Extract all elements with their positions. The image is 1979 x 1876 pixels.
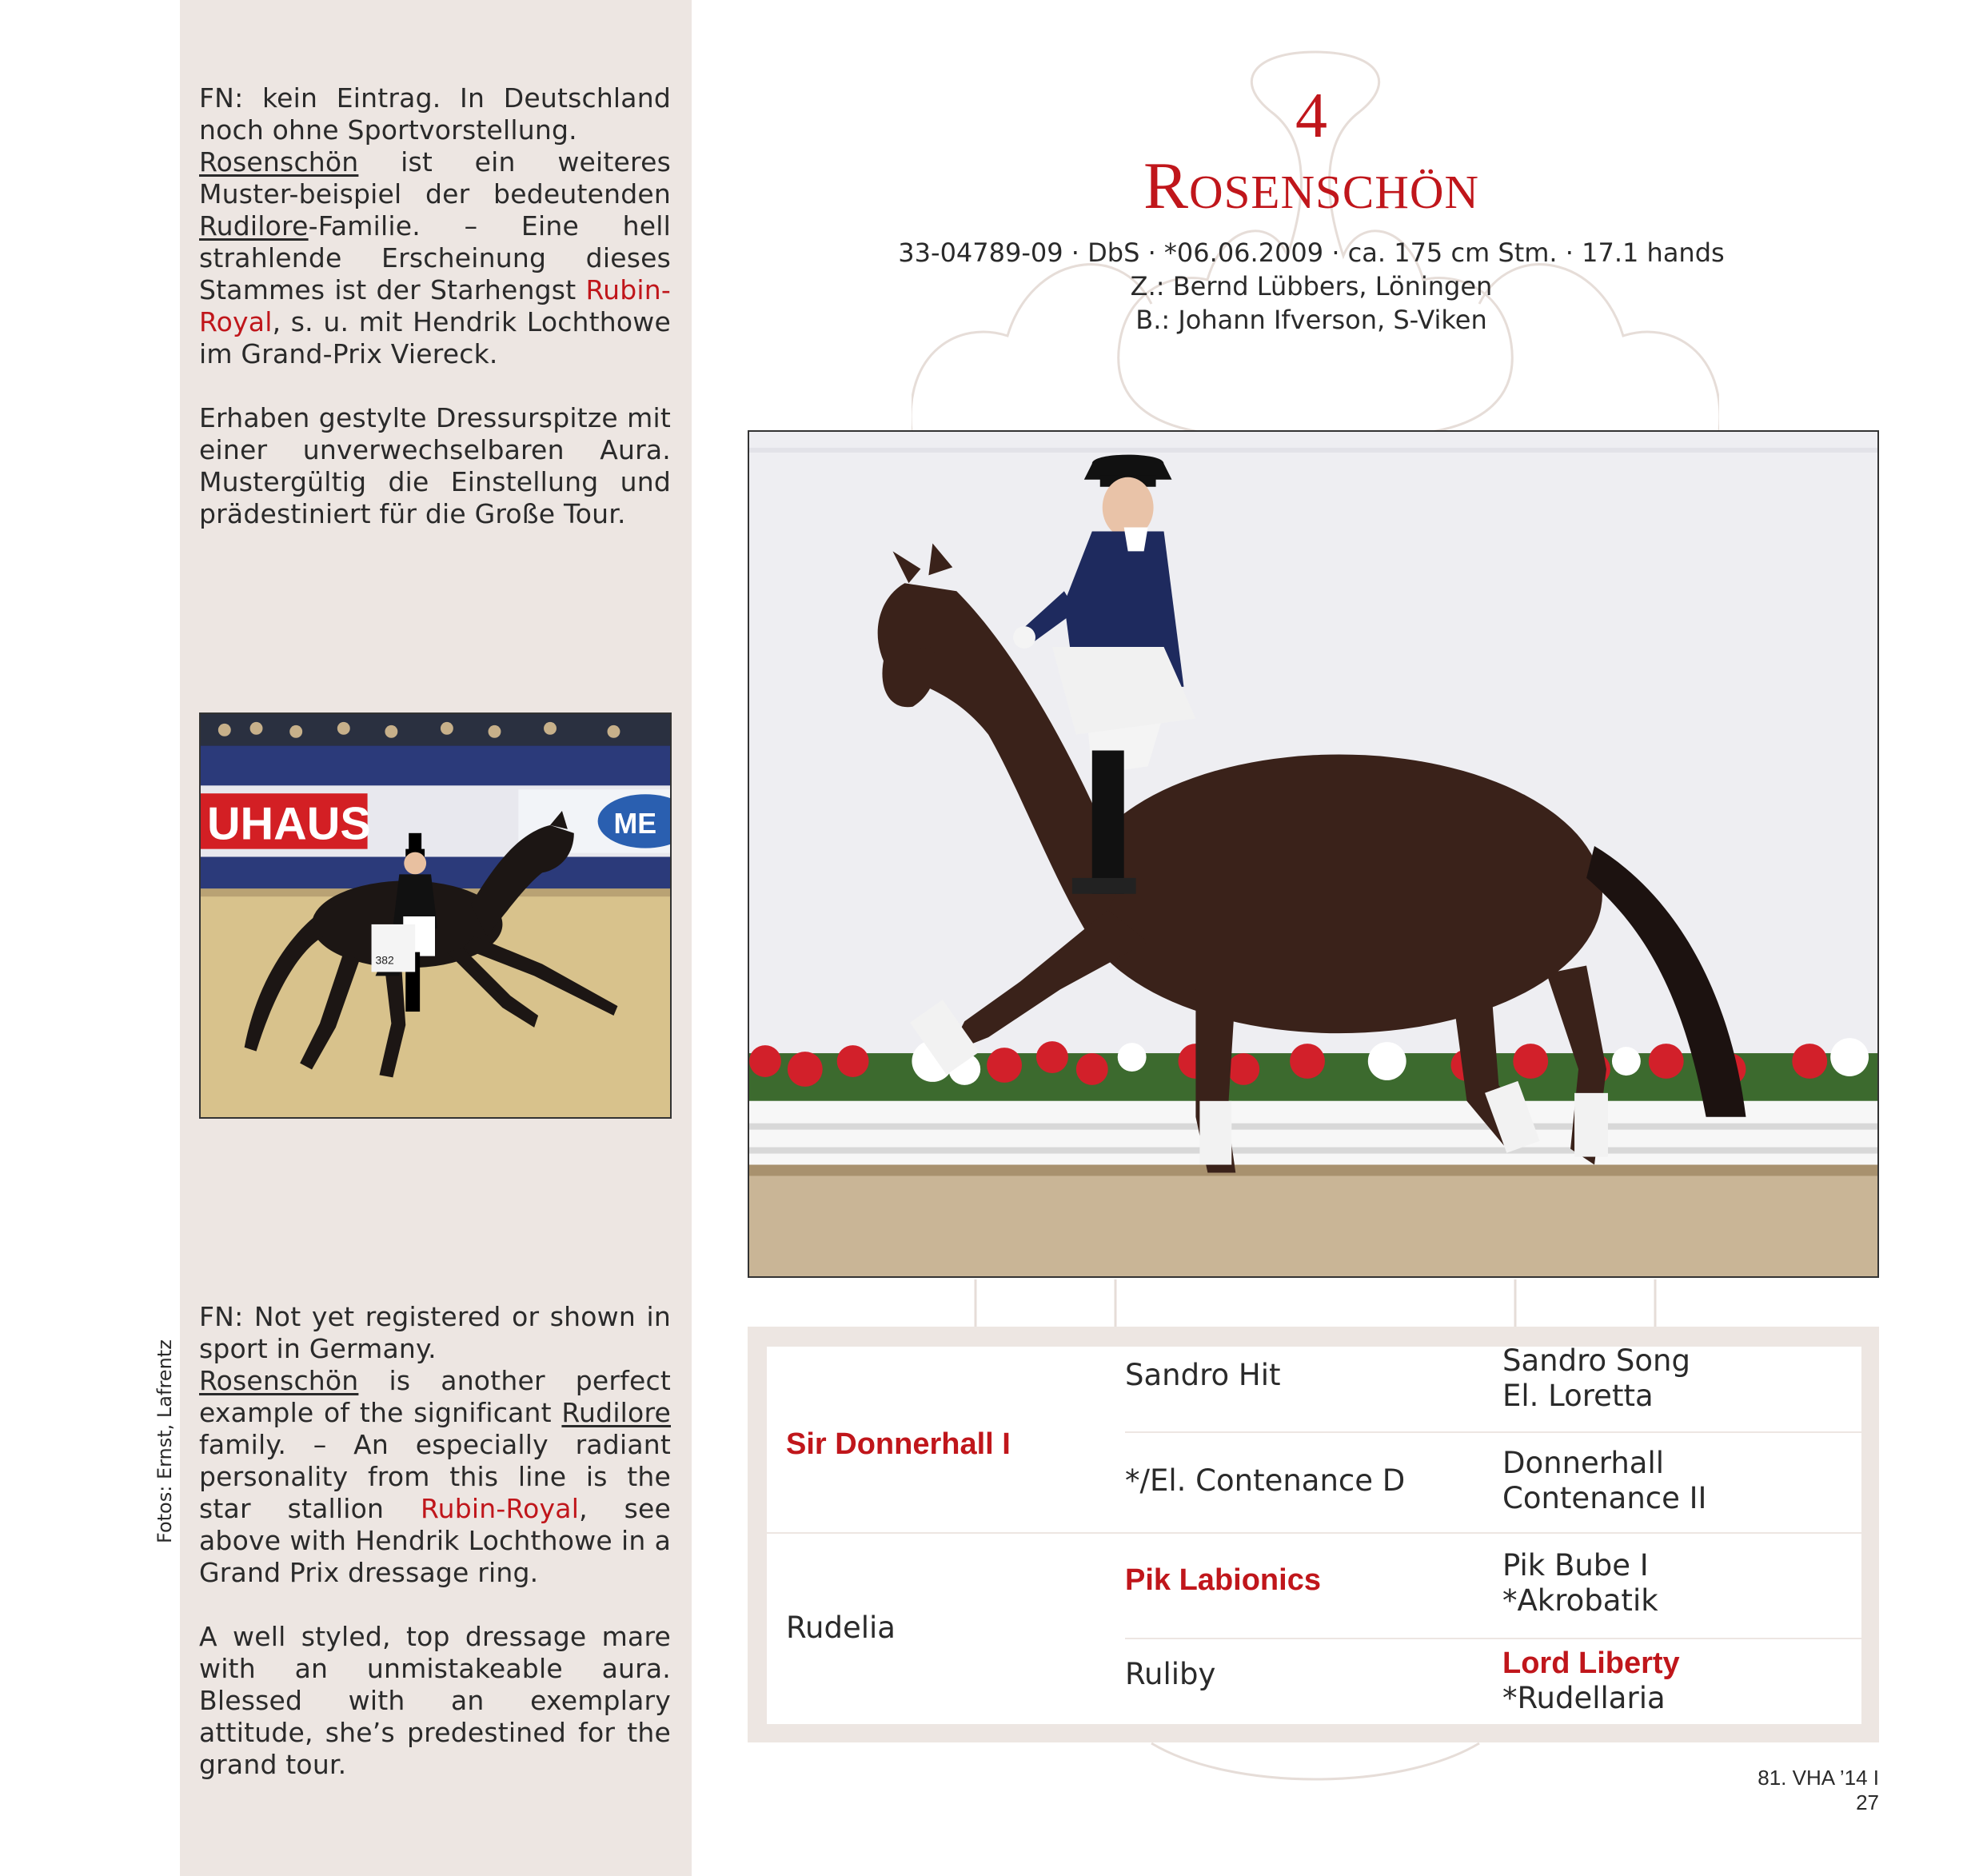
de-paragraph-2: Rosenschön ist ein weiteres Muster-beispiel der bedeutenden Rudilore-Familie. – Eine hell strahlende Erscheinung dieses Stammes ist der Starhengst Rubin-Royal, s. u. mit Hendrik Lochthowe im Grand-Prix Viereck. <box>199 146 671 369</box>
pedigree-dam-dam-dam: *Rudellaria <box>1502 1681 1666 1715</box>
english-text <box>199 1301 671 1781</box>
pedigree-dam-sire-sire: Pik Bube I <box>1502 1548 1649 1583</box>
pedigree-sire-dam: */El. Contenance D <box>1125 1463 1406 1498</box>
dressage-arena-photo <box>199 712 672 1119</box>
owner: B.: Johann Ifverson, S-Viken <box>1135 305 1487 335</box>
page-number: 81. VHA ’14 I 27 <box>1758 1766 1879 1814</box>
pedigree-dam-dam-sire: Lord Liberty <box>1502 1646 1680 1680</box>
link-rosenschoen-en[interactable]: Rosenschön <box>199 1365 359 1396</box>
pedigree-divider-main <box>767 1532 1861 1534</box>
pedigree-table <box>767 1343 1861 1724</box>
en-paragraph-3: A well styled, top dressage mare with an unmistakeable aura. Blessed with an exemplary attitude, she’s predestined for the grand tour. <box>199 1621 671 1780</box>
pedigree-sire-dam-sire: Donnerhall <box>1502 1446 1665 1480</box>
breeder: Z.: Bernd Lübbers, Löningen <box>1130 271 1493 301</box>
pedigree-sire-sire-dam: El. Loretta <box>1502 1379 1654 1413</box>
pedigree-sire-dam-dam: Contenance II <box>1502 1481 1707 1515</box>
de-paragraph-3: Erhaben gestylte Dressurspitze mit einer unverwechselbaren Aura. Mustergültig die Einstellung und prädestiniert für die Große Tour. <box>199 402 671 529</box>
link-rosenschoen[interactable]: Rosenschön <box>199 146 359 178</box>
pedigree-divider-sire <box>1125 1431 1861 1433</box>
pedigree-sire-sire: Sandro Hit <box>1125 1358 1281 1392</box>
pedigree-sire: Sir Donnerhall I <box>786 1427 1011 1461</box>
pedigree-dam: Rudelia <box>786 1611 896 1645</box>
main-horse-photo <box>748 430 1879 1278</box>
horse-details: 33-04789-09 · DbS · *06.06.2009 · ca. 175 cm Stm. · 17.1 hands <box>898 237 1725 268</box>
svg-text:ME: ME <box>613 807 657 840</box>
pedigree-divider-dam <box>1125 1638 1861 1639</box>
rubin-royal-name: Rubin-Royal <box>199 274 671 337</box>
photo-credit: Fotos: Ernst, Lafrentz <box>154 1339 176 1543</box>
pedigree-sire-sire-sire: Sandro Song <box>1502 1343 1690 1378</box>
pedigree-dam-dam: Ruliby <box>1125 1657 1216 1691</box>
svg-text:UHAUS: UHAUS <box>206 798 371 850</box>
svg-text:382: 382 <box>375 953 394 967</box>
link-rudilore-en[interactable]: Rudilore <box>561 1397 671 1428</box>
german-text <box>199 82 671 530</box>
en-paragraph-1: FN: Not yet registered or shown in sport in Germany. <box>199 1301 671 1364</box>
pedigree-dam-sire-dam: *Akrobatik <box>1502 1583 1658 1618</box>
rubin-royal-name-en: Rubin-Royal <box>421 1493 580 1524</box>
horse-name: Rosenschön <box>1143 149 1480 223</box>
lot-number: 4 <box>1295 81 1327 151</box>
en-paragraph-2: Rosenschön is another perfect example of the significant Rudilore family. – An especially radiant personality from this line is the star stallion Rubin-Royal, see above with Hendrik Lochthowe in a Grand Prix dressage ring. <box>199 1365 672 1588</box>
link-rudilore[interactable]: Rudilore <box>199 210 309 241</box>
de-paragraph-1: FN: kein Eintrag. In Deutschland noch ohne Sportvorstellung. <box>199 82 671 146</box>
pedigree-dam-sire: Pik Labionics <box>1125 1563 1321 1597</box>
